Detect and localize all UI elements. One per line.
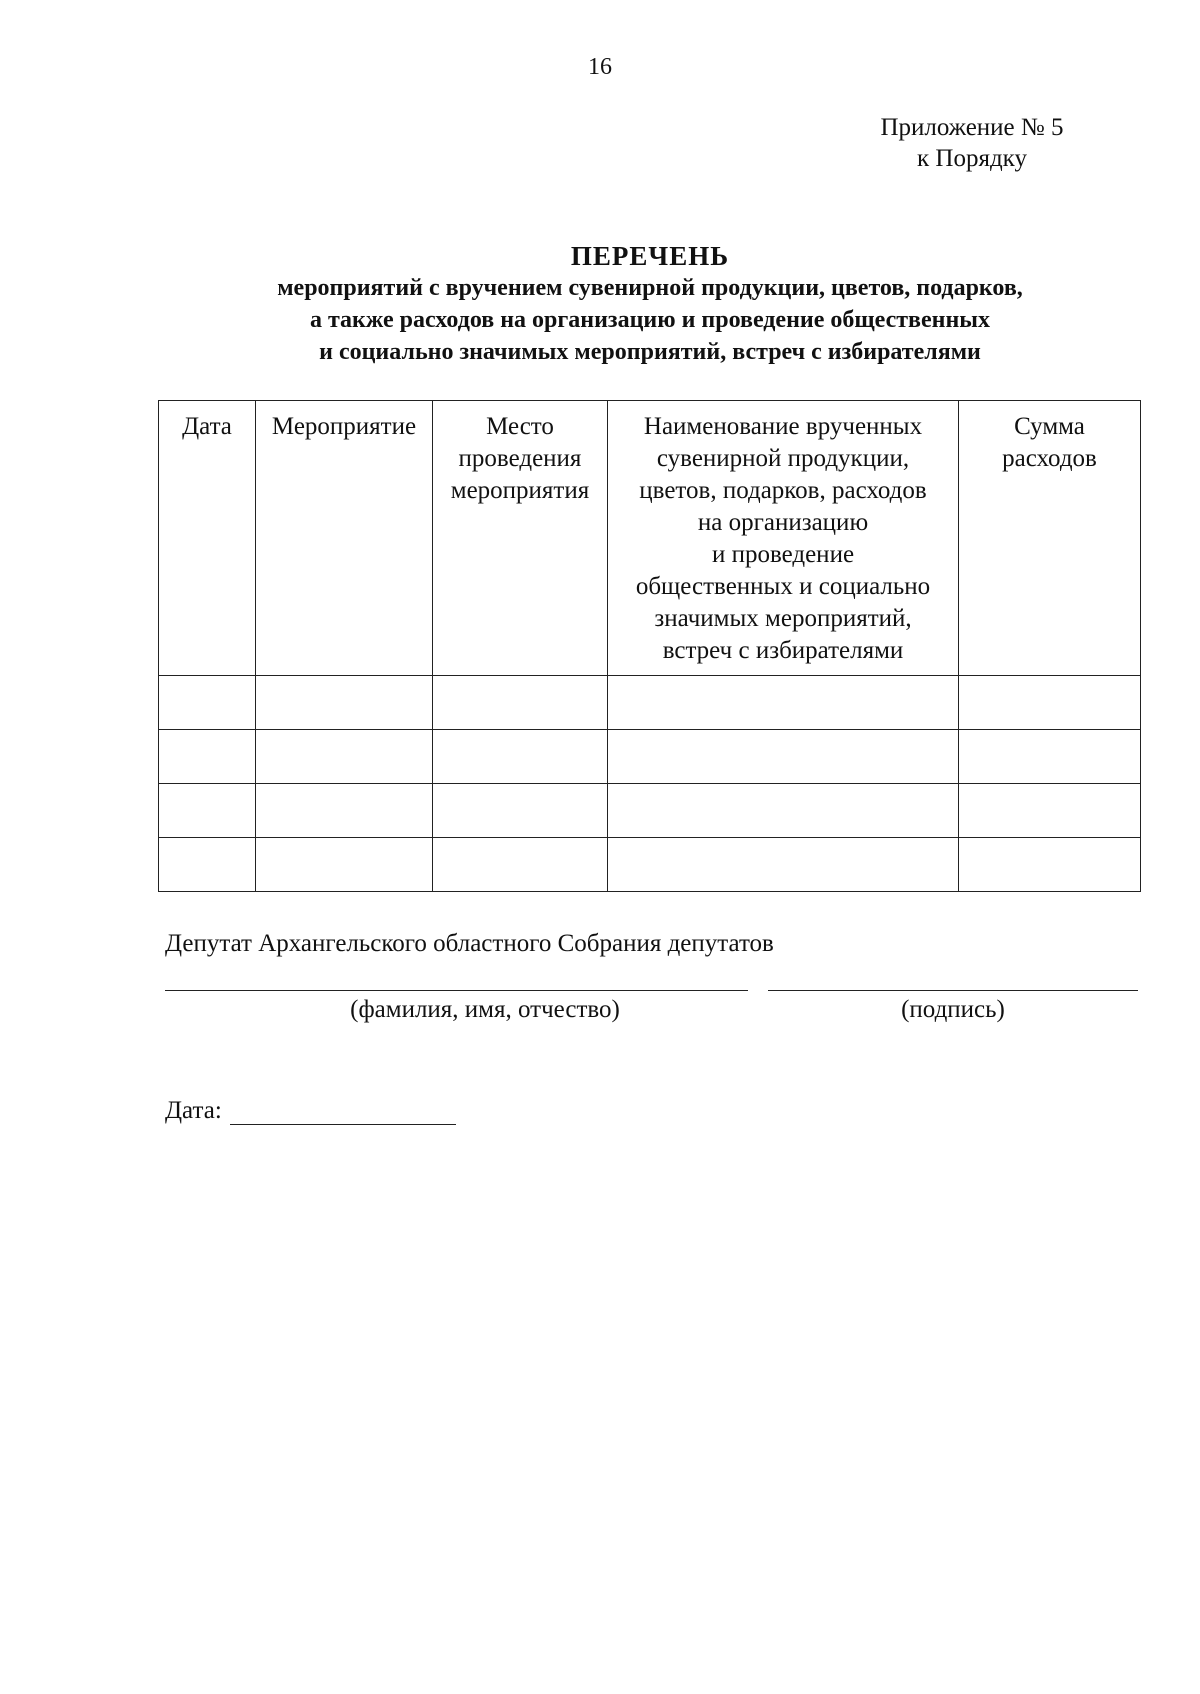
header-text-line: Сумма — [1014, 413, 1085, 440]
table-row — [159, 730, 1141, 784]
header-text-line: Место — [486, 413, 554, 440]
table-cell[interactable] — [608, 730, 959, 784]
table-cell[interactable] — [959, 838, 1141, 892]
title-line-1: мероприятий с вручением сувенирной продукции, цветов, подарков, — [277, 275, 1023, 301]
page-number: 16 — [588, 54, 612, 80]
table-cell[interactable] — [159, 838, 256, 892]
table-header-row — [159, 401, 1141, 676]
title-line-2: а также расходов на организацию и проведение общественных — [309, 307, 991, 333]
header-text-line: Дата — [182, 413, 232, 440]
table-header-cell — [608, 401, 959, 676]
table-header-cell — [433, 401, 608, 676]
table-cell[interactable] — [959, 676, 1141, 730]
table-cell[interactable] — [159, 784, 256, 838]
table-cell[interactable] — [256, 676, 433, 730]
table-row — [159, 784, 1141, 838]
table-cell[interactable] — [433, 784, 608, 838]
date-label: Дата: — [165, 1097, 222, 1124]
signature-caption: (подпись) — [901, 996, 1005, 1023]
table-row — [159, 838, 1141, 892]
table-cell[interactable] — [433, 838, 608, 892]
table-cell[interactable] — [608, 676, 959, 730]
table-header-cell — [959, 401, 1141, 676]
appendix-note — [852, 112, 1092, 174]
date-row — [165, 1096, 456, 1125]
name-caption: (фамилия, имя, отчество) — [350, 996, 620, 1023]
table-cell[interactable] — [959, 730, 1141, 784]
table-cell[interactable] — [433, 730, 608, 784]
table-header-cell — [159, 401, 256, 676]
deputy-label: Депутат Архангельского областного Собрания депутатов — [165, 930, 774, 957]
header-text-line: Мероприятие — [271, 413, 417, 440]
header-text-line: на организацию — [697, 509, 869, 536]
table-cell[interactable] — [608, 838, 959, 892]
document-title — [150, 240, 1150, 368]
title-main: ПЕРЕЧЕНЬ — [570, 241, 730, 271]
header-text-line: общественных и социально — [635, 573, 931, 600]
table-cell[interactable] — [256, 730, 433, 784]
header-text-line: и проведение — [711, 541, 855, 568]
table-cell[interactable] — [959, 784, 1141, 838]
table-cell[interactable] — [608, 784, 959, 838]
appendix-line-2: к Порядку — [917, 145, 1027, 172]
header-text-line: значимых мероприятий, — [654, 605, 912, 632]
table-row — [159, 676, 1141, 730]
table-cell[interactable] — [256, 838, 433, 892]
header-text-line: встреч с избирателями — [662, 637, 904, 664]
header-text-line: сувенирной продукции, — [656, 445, 910, 472]
header-text-line: мероприятия — [450, 477, 590, 504]
name-signature-line[interactable] — [165, 990, 748, 991]
events-table — [158, 400, 1141, 892]
date-input-line[interactable] — [230, 1096, 456, 1125]
table-cell[interactable] — [256, 784, 433, 838]
table-cell[interactable] — [433, 676, 608, 730]
title-line-3: и социально значимых мероприятий, встреч с избирателями — [319, 339, 981, 365]
signature-line[interactable] — [768, 990, 1138, 991]
table-cell[interactable] — [159, 676, 256, 730]
appendix-line-1: Приложение № 5 — [880, 114, 1064, 141]
header-text-line: проведения — [458, 445, 582, 472]
header-text-line: расходов — [1002, 445, 1097, 472]
table-cell[interactable] — [159, 730, 256, 784]
header-text-line: цветов, подарков, расходов — [639, 477, 927, 504]
table-header-cell — [256, 401, 433, 676]
header-text-line: Наименование врученных — [643, 413, 923, 440]
